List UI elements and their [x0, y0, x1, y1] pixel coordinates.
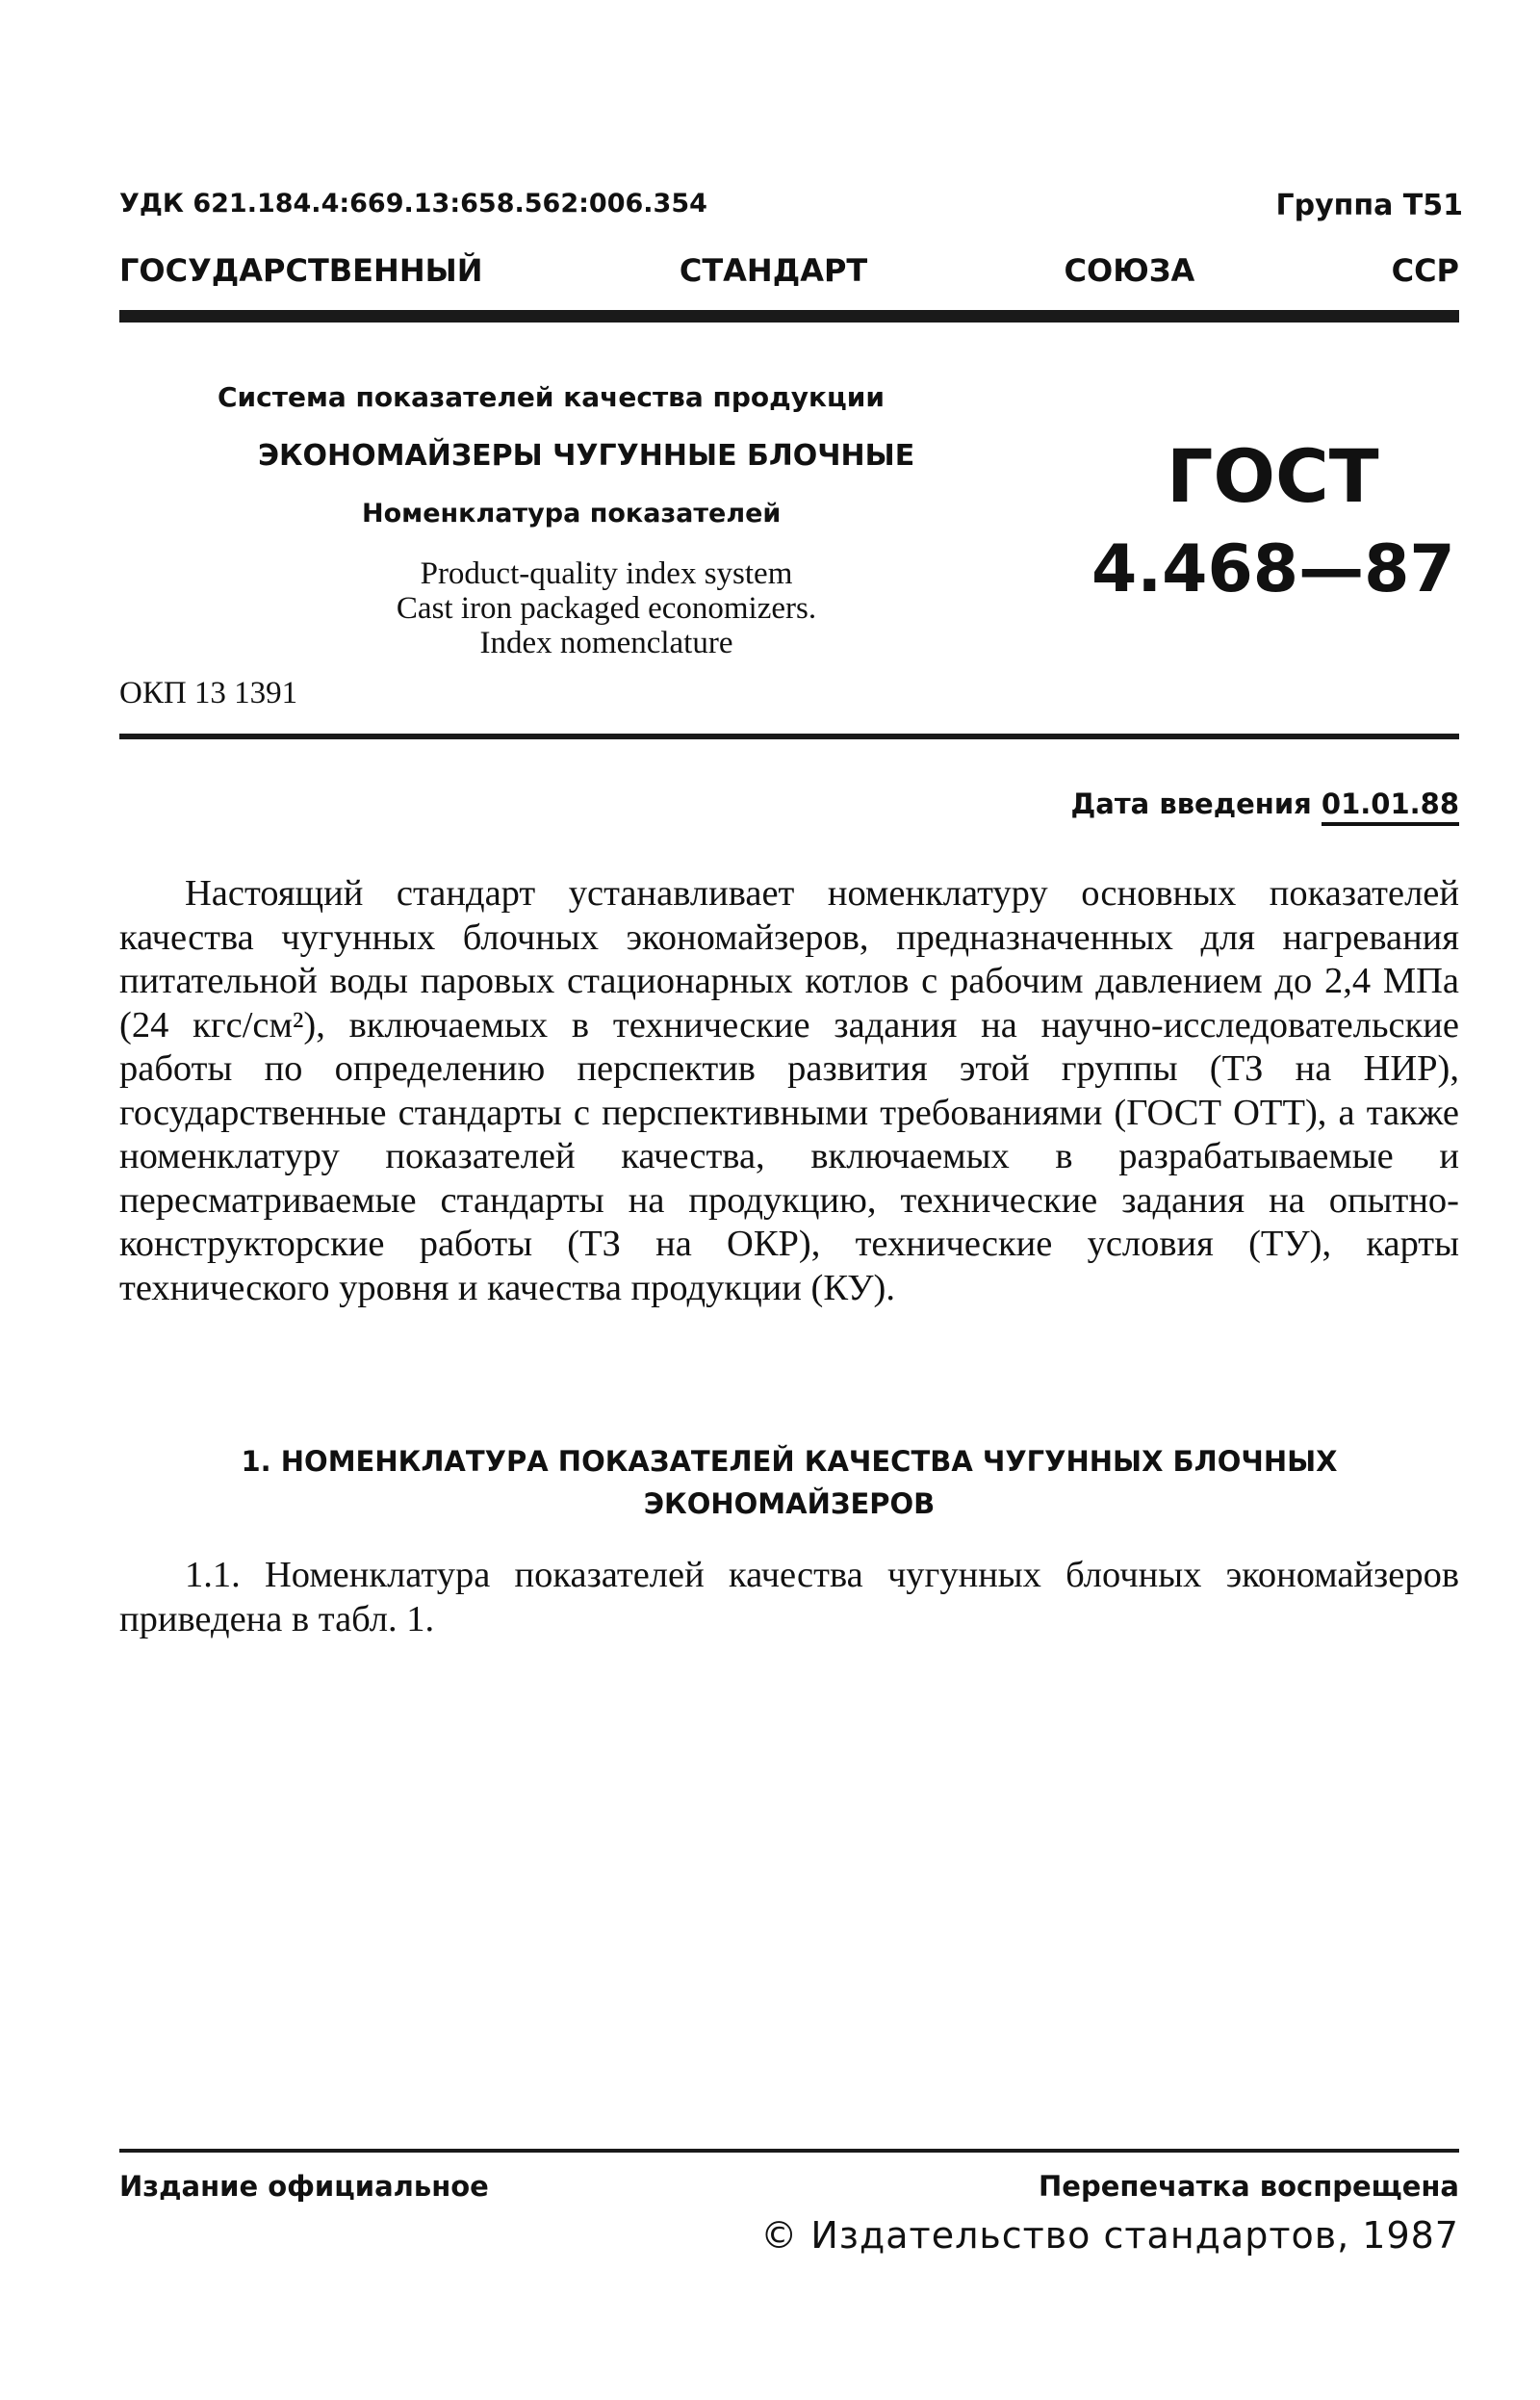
section-title-line: ЭКОНОМАЙЗЕРОВ — [643, 1487, 936, 1520]
intro-date-label: Дата введения — [1070, 787, 1312, 820]
scope-paragraph: Настоящий стандарт устанавливает номенклатуру основных показателей качества чугунных блочных экономайзеров, предназначенных для нагревания питательной воды паровых стационарных котлов с рабочим давлением до 2,4 МПа (24 кгс/см²), включаемых в технические задания на научно-исследовательские работы по определению перспектив развития этой группы (ТЗ на НИР), государственные стандарты с перспективными требованиями (ГОСТ ОТТ), а также номенклатуру показателей качества, включаемых в разрабатываемые и пересматриваемые стандарты на продукцию, технические задания на опытно-конструкторские работы (ТЗ на ОКР), технические условия (ТУ), карты технического уровня и качества продукции (КУ). — [119, 873, 1459, 1308]
intro-date-value: 01.01.88 — [1322, 787, 1459, 826]
state-standard-word: СТАНДАРТ — [679, 252, 868, 289]
state-standard-word: СОЮЗА — [1064, 252, 1195, 289]
title-rule — [119, 734, 1459, 739]
state-standard-heading — [119, 252, 1459, 289]
header-rule — [119, 310, 1459, 323]
state-standard-word: ССР — [1391, 252, 1459, 289]
clause-1-1: 1.1. Номенклатура показателей качества чугунных блочных экономайзеров приведена в табл. 1. — [119, 1555, 1459, 1639]
english-title-line: Cast iron packaged economizers. — [396, 591, 817, 626]
udk-code: УДК 621.184.4:669.13:658.562:006.354 — [119, 189, 707, 219]
state-standard-word: ГОСУДАРСТВЕННЫЙ — [119, 252, 483, 289]
publisher-copyright: © Издательство стандартов, 1987 — [760, 2214, 1459, 2257]
section-title — [119, 1440, 1459, 1525]
gost-label: ГОСТ — [1167, 433, 1379, 519]
footer-rule — [119, 2149, 1459, 2153]
okp-code: ОКП 13 1391 — [119, 676, 298, 710]
nomenclature-subtitle: Номенклатура показателей — [362, 499, 782, 529]
english-title-line: Index nomenclature — [479, 626, 733, 660]
group-code: Группа Т51 — [1275, 189, 1463, 222]
section-title-line: 1. НОМЕНКЛАТУРА ПОКАЗАТЕЛЕЙ КАЧЕСТВА ЧУГУННЫХ БЛОЧНЫХ — [241, 1445, 1338, 1478]
reprint-note: Перепечатка воспрещена — [1039, 2170, 1459, 2203]
edition-note: Издание официальное — [119, 2170, 489, 2203]
intro-date — [1070, 787, 1459, 820]
gost-number: 4.468—87 — [1091, 531, 1455, 607]
english-title-line: Product-quality index system — [420, 556, 793, 591]
english-title — [289, 556, 924, 660]
product-title: ЭКОНОМАЙЗЕРЫ ЧУГУННЫЕ БЛОЧНЫЕ — [258, 439, 915, 473]
quality-system-title: Система показателей качества продукции — [218, 381, 886, 413]
